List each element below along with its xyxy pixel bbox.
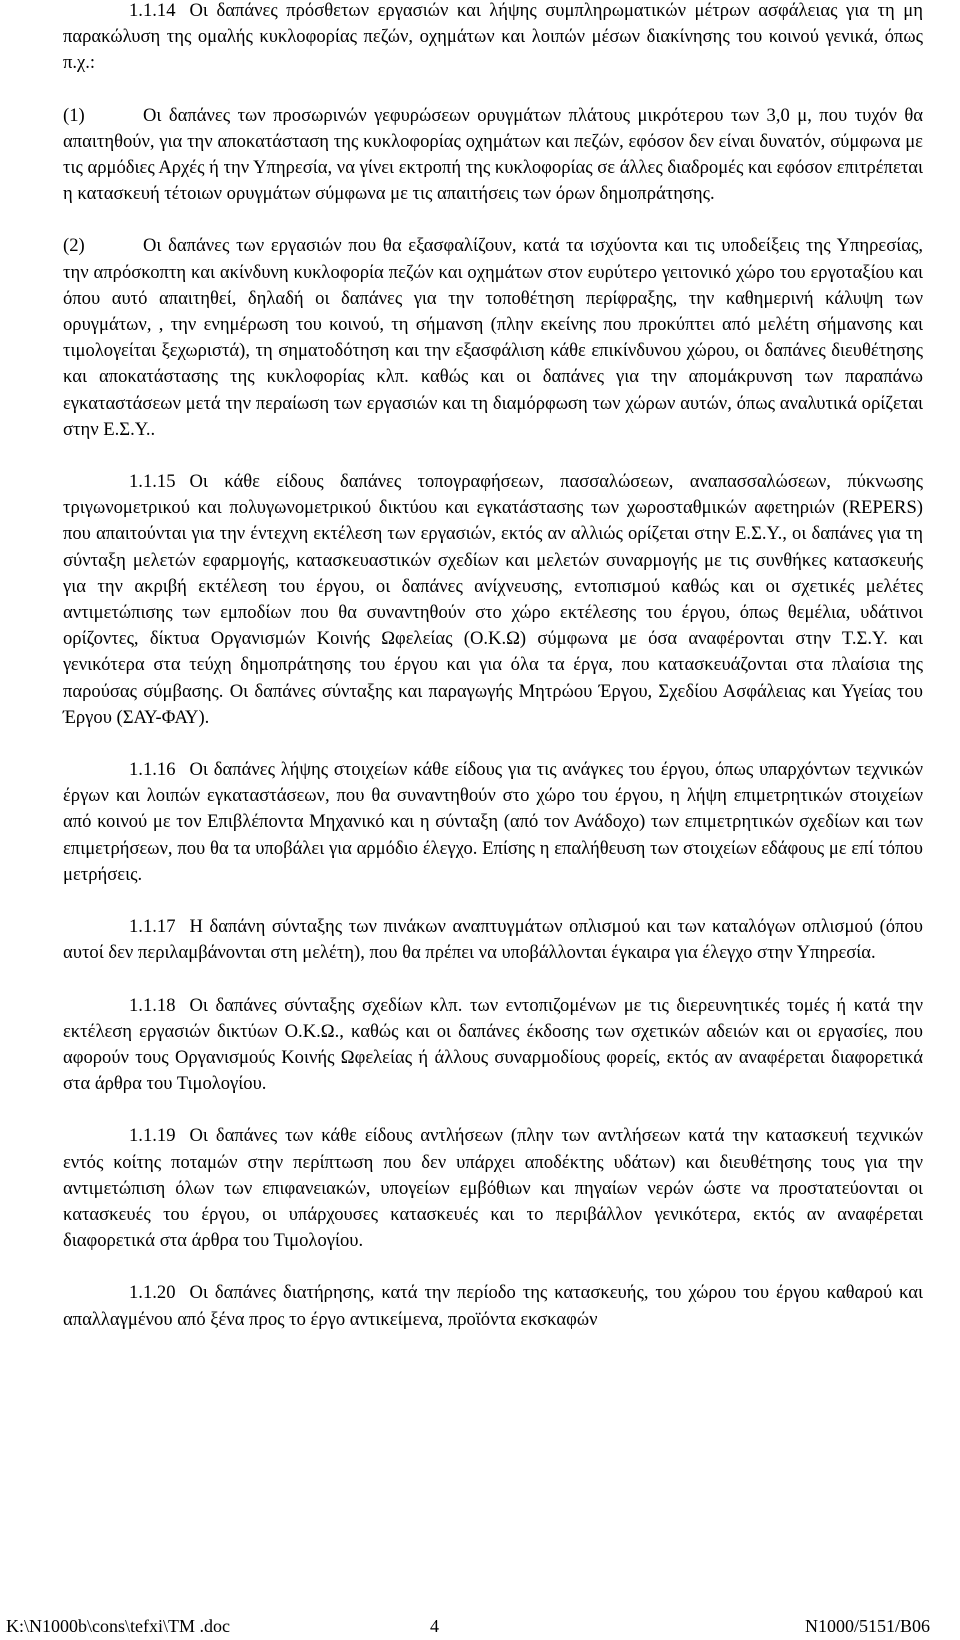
paragraph-1-1-16 (63, 757, 923, 888)
list-item-2 (63, 233, 923, 443)
section-number: 1.1.14 (129, 0, 176, 21)
section-number: 1.1.19 (129, 1125, 176, 1147)
paragraph-text: Οι δαπάνες διατήρησης, κατά την περίοδο της κατασκευής, του χώρου του έργου καθαρού και απαλλαγμένου από ξένα προς το έργο αντικείμενα, προϊόντα εκσκαφών (63, 1282, 923, 1330)
page-footer (0, 1612, 960, 1640)
list-item-1 (63, 103, 923, 208)
item-text: Οι δαπάνες των εργασιών που θα εξασφαλίζουν, κατά τα ισχύοντα και τις υποδείξεις της Υπηρεσίας, την απρόσκοπτη και ακίνδυνη κυκλοφορία πεζών και οχημάτων στον ευρύτερο γειτονικό χώρο του εργοταξίου και όπου αυτό απαιτηθεί, δηλαδή οι δαπάνες για την τοποθέτηση περίφραξης, την καθημερινή κάλυψη των ορυγμάτων, , την ενημέρωση του κοινού, τη σήμανση (πλην εκείνης που προκύπτει από μελέτη σήμανσης και τιμολογείται ξεχωριστά), τη σηματοδότηση και την εξασφάλιση κάθε επικίνδυνου χώρου, οι δαπάνες διευθέτησης και αποκατάστασης της κυκλοφορίας κλπ. καθώς και οι δαπάνες για την απομάκρυνση των παραπάνω εγκαταστάσεων μετά την περαίωση των εργασιών και τη διαμόρφωση των χώρων αυτών, όπως αναλυτικά ορίζεται στην Ε.Σ.Υ.. (63, 235, 923, 440)
section-number: 1.1.15 (129, 471, 176, 493)
paragraph-text: Η δαπάνη σύνταξης των πινάκων αναπτυγμάτων οπλισμού και των καταλόγων οπλισμού (όπου αυτοί δεν περιλαμβάνονται στη μελέτη), που θα πρέπει να υποβάλλονται έγκαιρα για έλεγχο στην Υπηρεσία. (63, 916, 923, 964)
section-number: 1.1.17 (129, 916, 176, 938)
paragraph-text: Οι δαπάνες λήψης στοιχείων κάθε είδους για τις ανάγκες του έργου, όπως υπαρχόντων τεχνικών έργων και λοιπών εγκαταστάσεων, που θα συναντηθούν στο χώρο του έργου, η λήψη επιμετρητικών στοιχείων από κοινού με τον Επιβλέποντα Μηχανικό και η σύνταξη (από τον Ανάδοχο) των επιμετρητικών σχεδίων και των επιμετρήσεων, που θα τα υποβάλει για αρμόδιο έλεγχο. Επίσης η επαλήθευση των στοιχείων εδάφους με επί τόπου μετρήσεις. (63, 759, 923, 885)
paragraph-1-1-15 (63, 469, 923, 731)
paragraph-1-1-18 (63, 993, 923, 1098)
section-number: 1.1.16 (129, 759, 176, 781)
section-number: 1.1.20 (129, 1282, 176, 1304)
document-page (63, 0, 923, 1333)
footer-page-number: 4 (430, 1616, 439, 1636)
paragraph-text: Οι κάθε είδους δαπάνες τοπογραφήσεων, πασσαλώσεων, αναπασσαλώσεων, πύκνωσης τριγωνομετρικού και πολυγωνομετρικού δικτύου και εγκατάστασης των χωροσταθμικών αφετηριών (REPERS) που απαιτούνται για την έντεχνη εκτέλεση των εργασιών, εκτός αν αλλιώς ορίζεται στην Ε.Σ.Υ., οι δαπάνες για τη σύνταξη μελετών εφαρμογής, κατασκευαστικών σχεδίων και μελετών συναρμογής με τις συνθήκες κατασκευής για την ακριβή εκτέλεση του έργου, οι δαπάνες ανίχνευσης, εντοπισμού καθώς και οι σχετικές μελέτες αντιμετώπισης των εμποδίων που θα συναντηθούν στο χώρο εκτέλεσης του έργου, όπως θεμέλια, υδάτινοι ορίζοντες, δίκτυα Οργανισμών Κοινής Ωφελείας (Ο.Κ.Ω) σύμφωνα με όσα αναφέρονται στην Τ.Σ.Υ. και γενικότερα στα τεύχη δημοπράτησης του έργου και για όλα τα έργα, που κατασκευάζονται στα πλαίσια της παρούσας σύμβασης. Οι δαπάνες σύνταξης και παραγωγής Μητρώου Έργου, Σχεδίου Ασφάλειας και Υγείας του Έργου (ΣΑΥ-ΦΑΥ). (63, 471, 923, 728)
paragraph-1-1-20 (63, 1280, 923, 1332)
paragraph-1-1-17 (63, 914, 923, 966)
footer-document-code: N1000/5151/B06 (804, 1616, 930, 1636)
paragraph-1-1-19 (63, 1123, 923, 1254)
item-number: (2) (63, 235, 85, 257)
paragraph-1-1-14 (63, 0, 923, 77)
footer-file-path: K:\N1000b\cons\tefxi\TM .doc (6, 1616, 230, 1636)
section-number: 1.1.18 (129, 994, 176, 1016)
paragraph-text: Οι δαπάνες σύνταξης σχεδίων κλπ. των εντοπιζομένων με τις διερευνητικές τομές ή κατά την εκτέλεση εργασιών δικτύων Ο.Κ.Ω., καθώς και οι δαπάνες έκδοσης των σχετικών αδειών και οι εργασίες, που αφορούν τους Οργανισμούς Κοινής Ωφελείας ή άλλους συναρμοδίους φορείς, εκτός αν αναφέρεται διαφορετικά στα άρθρα του Τιμολογίου. (63, 994, 923, 1095)
paragraph-text: Οι δαπάνες πρόσθετων εργασιών και λήψης συμπληρωματικών μέτρων ασφάλειας για τη μη παρακώλυση της ομαλής κυκλοφορίας πεζών, οχημάτων και λοιπών μέσων διακίνησης του κοινού γενικά, όπως π.χ.: (63, 0, 923, 74)
item-text: Οι δαπάνες των προσωρινών γεφυρώσεων ορυγμάτων πλάτους μικρότερου των 3,0 μ, που τυχόν θα απαιτηθούν, για την αποκατάσταση της κυκλοφορίας οχημάτων και πεζών, εφόσον δεν είναι δυνατόν, σύμφωνα με τις αρμόδιες Αρχές ή την Υπηρεσία, να γίνει εκτροπή της κυκλοφορίας σε άλλες διαδρομές και εφόσον επιτρέπεται η κατασκευή τέτοιων ορυγμάτων σύμφωνα με τις απαιτήσεις των όρων δημοπράτησης. (63, 104, 923, 205)
paragraph-text: Οι δαπάνες των κάθε είδους αντλήσεων (πλην των αντλήσεων κατά την κατασκευή τεχνικών εντός κοίτης ποταμών στην περίπτωση που δεν υπάρχει αποδέκτης υδάτων) και διευθέτησης τους για την αντιμετώπιση όλων των επιφανειακών, υπογείων εμβόθιων και πηγαίων νερών ώστε να προστατεύονται οι κατασκευές του έργου, οι υπάρχουσες κατασκευές και το περιβάλλον γενικότερα, εκτός αν αναφέρεται διαφορετικά στα άρθρα του Τιμολογίου. (63, 1125, 923, 1252)
item-number: (1) (63, 104, 85, 126)
